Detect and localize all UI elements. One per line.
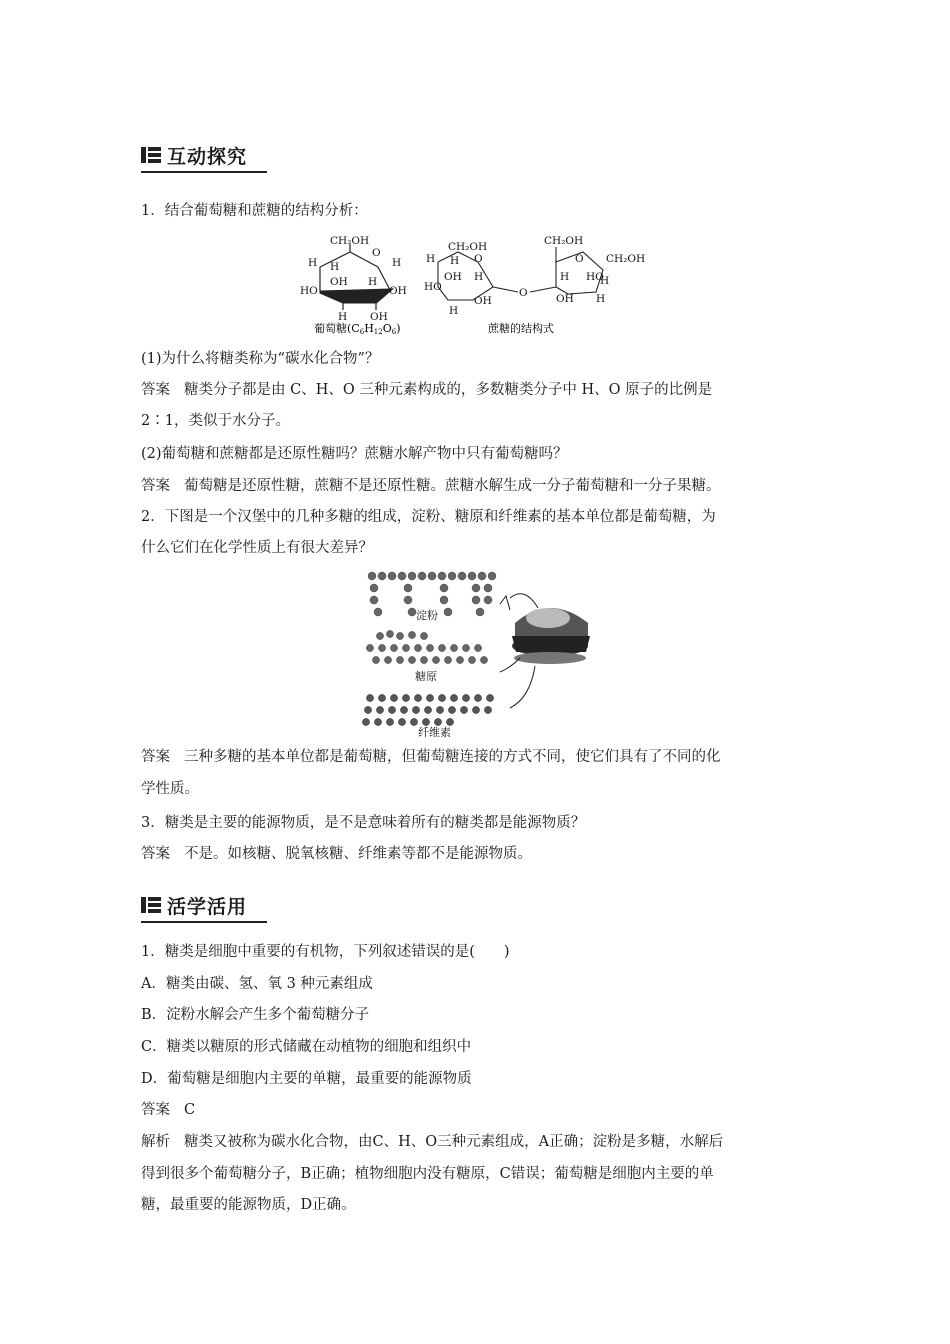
q1-sub1-answer-cont: 2∶1，类似于水分子。 [141,413,290,429]
analysis-text: 糖类又被称为碳水化合物，由C、H、O三种元素组成，A正确；淀粉是多糖，水解后 [184,1134,724,1150]
q1-intro: 1．结合葡萄糖和蔗糖的结构分析： [141,203,368,219]
glucose-h5: H [338,311,348,323]
section-title: 活学活用 [167,895,248,918]
q3-answer [141,839,813,871]
glucose-h4: H [368,276,378,288]
section-underline [141,171,267,173]
glucose-o: O [372,247,381,259]
sucrose-oh2: OH [474,295,492,307]
sucrose-ch2oh1: CH₂OH [448,241,488,253]
q1-sub1-question: (1)为什么将糖类称为“碳水化合物”？ [141,351,380,367]
sucrose-h3: H [474,271,484,283]
glucose-h1: H [308,257,318,269]
glucose-oh1: OH [330,276,348,288]
starch-label: 淀粉 [416,609,438,622]
practice-analysis [141,1127,813,1159]
cellulose-chains [362,694,493,725]
sucrose-oh3: OH [556,293,574,305]
q1-sub2-answer [141,471,813,503]
q2-question-line2: 什么它们在化学性质上有很大差异？ [141,540,373,556]
sucrose-ho: HO [424,281,442,293]
sucrose-ch2oh3: CH₂OH [606,253,646,265]
q3-question: 3．糖类是主要的能源物质，是不是意味着所有的糖类都是能源物质？ [141,815,586,831]
q2-question-line1: 2．下图是一个汉堡中的几种多糖的组成，淀粉、糖原和纤维素的基本单位都是葡萄糖，为 [141,509,716,525]
cellulose-label: 纤维素 [418,726,451,739]
sucrose-h2: H [450,255,460,267]
section-bars-icon [141,145,161,165]
answer-label: 答案 [141,749,170,765]
section-title: 互动探究 [167,145,248,168]
practice-analysis-line3: 糖，最重要的能源物质，D正确。 [141,1197,356,1213]
analysis-label: 解析 [141,1134,170,1150]
sucrose-h1: H [426,253,436,265]
sugar-structure-figure [298,232,658,340]
glycogen-label: 糖原 [415,670,437,683]
answer-text: 葡萄糖是还原性糖，蔗糖不是还原性糖。蔗糖水解生成一分子葡萄糖和一分子果糖。 [184,478,721,494]
sucrose-h5: H [560,271,570,283]
answer-text: 三种多糖的基本单位都是葡萄糖，但葡萄糖连接的方式不同，使它们具有了不同的化 [184,749,721,765]
option-a: A．糖类由碳、氢、氧 3 种元素组成 [141,976,373,992]
glucose-h3: H [392,257,402,269]
option-c: C．糖类以糖原的形式储藏在动植物的细胞和组织中 [141,1039,472,1055]
glucose-h2: H [330,261,340,273]
answer-label: 答案 [141,382,170,398]
glucose-ho: HO [300,285,318,297]
glucose-caption: 葡萄糖(C6H12O6) [314,322,401,336]
sucrose-h4: H [449,305,459,317]
section-header-practice [141,890,267,920]
glycogen-chains [366,630,487,663]
q2-answer-cont: 学性质。 [141,781,199,797]
q1-sub1-answer [141,375,813,407]
practice-answer [141,1095,813,1127]
sucrose-o2: O [575,253,584,265]
option-d: D．葡萄糖是细胞内主要的单糖，最重要的能源物质 [141,1071,472,1087]
burger-icon [512,608,590,664]
sucrose-ch2oh2: CH₂OH [544,235,584,247]
section-bars-icon [141,895,161,915]
answer-label: 答案 [141,478,170,494]
q2-answer [141,742,813,774]
sucrose-h6: H [600,275,610,287]
q1-sub2-question: (2)葡萄糖和蔗糖都是还原性糖吗？蔗糖水解产物中只有葡萄糖吗？ [141,446,568,462]
polysaccharide-figure [360,568,600,740]
section-header-interactive [141,140,267,170]
answer-text: C [184,1102,196,1118]
practice-analysis-line2: 得到很多个葡萄糖分子，B正确；植物细胞内没有糖原，C错误；葡萄糖是细胞内主要的单 [141,1166,714,1182]
sucrose-h7: H [596,293,606,305]
glucose-ch2oh: CH₂OH [330,235,370,247]
sucrose-caption: 蔗糖的结构式 [488,322,554,335]
sucrose-bridge-o: O [519,287,528,299]
answer-label: 答案 [141,1102,170,1118]
option-b: B．淀粉水解会产生多个葡萄糖分子 [141,1007,370,1023]
section-underline [141,921,267,923]
answer-text: 糖类分子都是由 C、H、O 三种元素构成的，多数糖类分子中 H、O 原子的比例是 [184,382,713,398]
glucose-oh2: OH [389,285,407,297]
glucose-oh3: OH [370,311,388,323]
answer-label: 答案 [141,846,170,862]
answer-text: 不是。如核糖、脱氧核糖、纤维素等都不是能源物质。 [184,846,532,862]
practice-question: 1．糖类是细胞中重要的有机物，下列叙述错误的是( ) [141,944,510,960]
sucrose-oh1: OH [444,271,462,283]
sucrose-o1: O [474,253,483,265]
sucrose-ho2: HO [586,271,604,283]
